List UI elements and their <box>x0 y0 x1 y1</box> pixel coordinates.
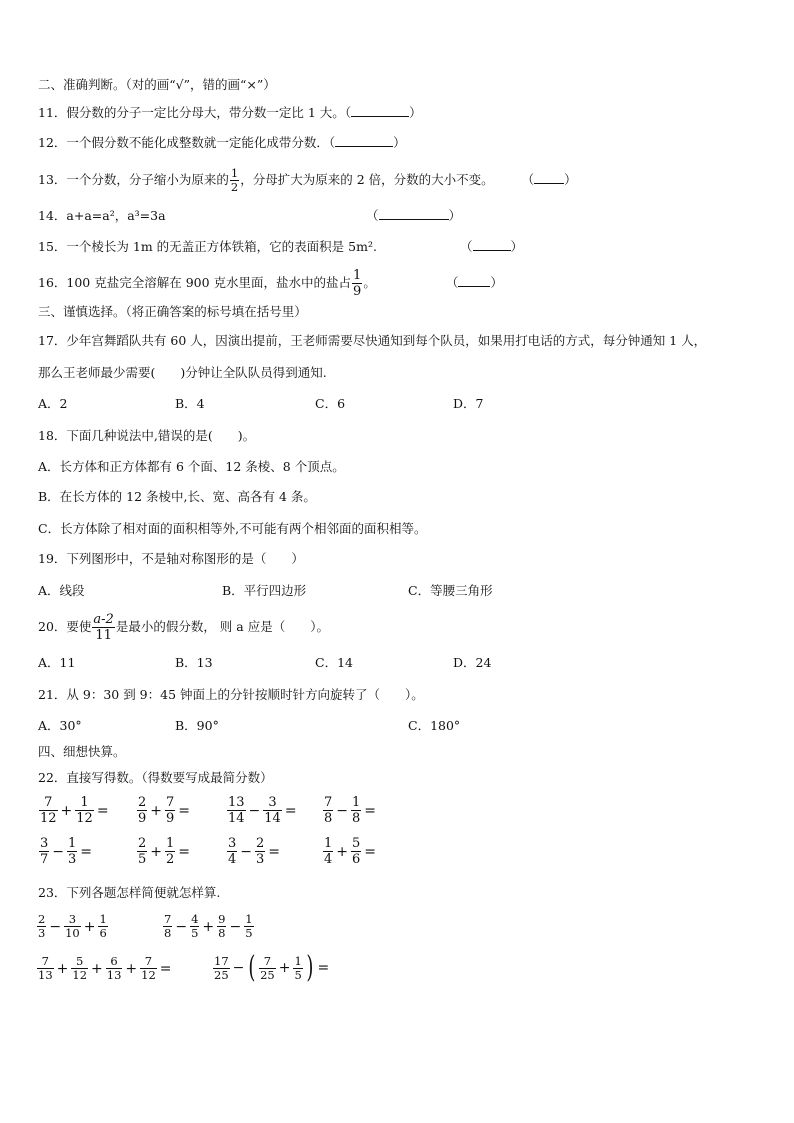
equals-sign: = <box>364 843 377 860</box>
denominator: 10 <box>65 926 80 940</box>
fraction <box>259 955 276 982</box>
operator: − <box>232 960 245 976</box>
denominator: 13 <box>38 968 53 982</box>
equals-sign: = <box>96 802 109 819</box>
fraction <box>227 795 246 826</box>
numerator: 7 <box>263 953 272 968</box>
fraction <box>37 913 46 940</box>
operator: + <box>336 843 349 860</box>
numerator: 1 <box>99 912 107 926</box>
operator: + <box>83 918 96 935</box>
close-parenthesis: ) <box>306 950 314 985</box>
option-19-a[interactable]: A．线段 <box>38 583 85 598</box>
operator: + <box>125 960 138 977</box>
question-14: 14．a+a=a²，a³=3a （ ） <box>38 208 462 223</box>
equals-sign: = <box>159 960 172 977</box>
numerator: 3 <box>228 836 237 851</box>
equals-sign: = <box>178 802 191 819</box>
option-20-d[interactable]: D．24 <box>453 655 492 670</box>
question-20-stem: 20．要使 $\frac{a-2}{11}$ 是最小的假分数， 则 a 应是（ ）。 <box>38 612 329 643</box>
numerator: 1 <box>68 836 77 851</box>
fraction <box>323 836 333 867</box>
denominator: 5 <box>294 967 302 982</box>
option-18-b[interactable]: B．在长方体的 12 条棱中,长、宽、高各有 4 条。 <box>38 489 316 504</box>
numerator: 7 <box>164 912 172 926</box>
expression-23-2 <box>162 913 255 940</box>
fraction <box>106 955 123 982</box>
expression-23-4 <box>212 950 331 985</box>
numerator: 3 <box>40 836 49 851</box>
numerator: 6 <box>110 954 118 968</box>
fraction <box>293 955 302 982</box>
equals-sign: = <box>80 843 93 860</box>
operator: − <box>52 843 65 860</box>
denominator: 9 <box>166 811 175 826</box>
denominator: 2 <box>166 852 175 867</box>
expression-23-3 <box>36 955 174 982</box>
question-17-line-2: 那么王老师最少需要( )分钟让全队队员得到通知. <box>38 365 327 380</box>
denominator: 12 <box>76 811 93 826</box>
denominator: 4 <box>324 852 333 867</box>
fraction <box>323 795 333 826</box>
denominator: 5 <box>191 926 199 940</box>
operator: − <box>175 918 188 935</box>
fraction <box>64 913 81 940</box>
equals-sign: = <box>178 843 191 860</box>
denominator: 25 <box>260 967 275 982</box>
denominator: 25 <box>214 967 229 982</box>
fraction <box>140 955 157 982</box>
numerator: 3 <box>68 912 77 926</box>
numerator: 9 <box>218 912 226 926</box>
equals-sign: = <box>268 843 281 860</box>
denominator: 9 <box>138 811 147 826</box>
numerator: 5 <box>352 836 361 851</box>
operator: + <box>60 802 73 819</box>
calculation-item <box>136 836 192 867</box>
calculation-item <box>136 795 192 826</box>
denominator: 3 <box>68 852 77 867</box>
option-21-c[interactable]: C．180° <box>408 718 461 733</box>
question-22-stem: 22．直接写得数。（得数要写成最简分数） <box>38 770 273 785</box>
operator: − <box>229 918 242 935</box>
operator: − <box>49 918 62 935</box>
question-13: 13．一个分数，分子缩小为原来的 $\frac{1}{2}$ ，分母扩大为原来的 2 倍，分数的大小不变。 （ ） <box>38 166 577 194</box>
answer-blank-14[interactable] <box>379 207 449 220</box>
fraction <box>227 836 237 867</box>
fraction <box>165 836 175 867</box>
question-18-stem: 18．下面几种说法中,错误的是( )。 <box>38 428 256 443</box>
operator: + <box>56 960 69 977</box>
fraction <box>163 913 172 940</box>
numerator: 17 <box>214 953 229 968</box>
denominator: 14 <box>228 811 245 826</box>
open-parenthesis: ( <box>248 950 256 985</box>
calculation-item <box>38 795 111 826</box>
answer-blank-13[interactable] <box>534 171 564 184</box>
section-4-heading: 四、细想快算。 <box>38 744 126 759</box>
fraction <box>244 913 253 940</box>
answer-blank-11[interactable] <box>351 104 409 117</box>
fraction: $\frac{1}{2}$ <box>230 166 239 194</box>
operator: + <box>150 802 163 819</box>
question-16: 16．100 克盐完全溶解在 900 克水里面，盐水中的盐占 $\frac{1}{9}$ 。 （ ） <box>38 268 503 299</box>
section-3-heading: 三、谨慎选择。（将正确答案的标号填在括号里） <box>38 304 307 319</box>
numerator: 5 <box>76 954 84 968</box>
question-12: 12．一个假分数不能化成整数就一定能化成带分数．（ ） <box>38 135 406 150</box>
numerator: 7 <box>324 795 333 810</box>
fraction <box>351 795 361 826</box>
fraction <box>137 795 147 826</box>
numerator: 4 <box>191 912 199 926</box>
option-17-c[interactable]: C．6 <box>315 396 346 411</box>
equals-sign: = <box>284 802 297 819</box>
answer-blank-15[interactable] <box>473 238 511 251</box>
section-2-heading: 二、准确判断。（对的画“√”，错的画“×”） <box>38 77 276 92</box>
question-17-line-1: 17．少年宫舞蹈队共有 60 人，因演出提前，王老师需要尽快通知到每个队员，如果用打电话的方式，每分钟通知 1 人， <box>38 333 707 348</box>
denominator: 8 <box>324 811 333 826</box>
numerator: 7 <box>41 954 49 968</box>
denominator: 4 <box>228 852 237 867</box>
numerator: 1 <box>80 795 89 810</box>
question-15: 15．一个棱长为 1m 的无盖正方体铁箱，它的表面积是 5m². （ ） <box>38 239 524 254</box>
fraction <box>75 795 94 826</box>
operator: − <box>336 802 349 819</box>
option-19-c[interactable]: C．等腰三角形 <box>408 583 493 598</box>
fraction: $\frac{a-2}{11}$ <box>93 612 114 643</box>
numerator: 1 <box>352 795 361 810</box>
denominator: 3 <box>38 926 46 940</box>
operator: − <box>248 802 261 819</box>
question-21-stem: 21．从 9：30 到 9：45 钟面上的分针按顺时针方向旋转了（ ）。 <box>38 687 424 702</box>
option-18-a[interactable]: A．长方体和正方体都有 6 个面、12 条棱、8 个顶点。 <box>38 459 345 474</box>
numerator: 2 <box>138 836 147 851</box>
option-18-c[interactable]: C．长方体除了相对面的面积相等外,不可能有两个相邻面的面积相等。 <box>38 521 427 536</box>
denominator: 8 <box>352 811 361 826</box>
numerator: 1 <box>245 912 253 926</box>
equals-sign: = <box>317 960 330 976</box>
calculation-item <box>226 795 299 826</box>
denominator: 14 <box>264 811 281 826</box>
fraction <box>165 795 175 826</box>
calculation-item <box>226 836 282 867</box>
expression-23-1 <box>36 913 109 940</box>
fraction <box>213 955 230 982</box>
denominator: 13 <box>106 968 122 982</box>
numerator: 7 <box>144 954 153 968</box>
option-21-b[interactable]: B．90° <box>175 718 219 733</box>
option-19-b[interactable]: B．平行四边形 <box>222 583 307 598</box>
question-23-stem: 23．下列各题怎样简便就怎样算. <box>38 885 221 900</box>
option-21-a[interactable]: A．30° <box>38 718 82 733</box>
option-17-d[interactable]: D．7 <box>453 396 484 411</box>
denominator: 12 <box>40 811 57 826</box>
calculation-item <box>322 836 378 867</box>
fraction: $\frac{1}{9}$ <box>353 268 362 299</box>
answer-blank-12[interactable] <box>335 134 393 147</box>
option-17-a[interactable]: A．2 <box>38 396 68 411</box>
option-20-c[interactable]: C．14 <box>315 655 353 670</box>
denominator: 8 <box>218 926 226 940</box>
operator: + <box>278 960 291 976</box>
denominator: 12 <box>72 968 88 982</box>
denominator: 6 <box>99 926 107 940</box>
question-19-stem: 19．下列图形中，不是轴对称图形的是（ ） <box>38 551 304 566</box>
denominator: 7 <box>40 852 49 867</box>
numerator: 1 <box>166 836 175 851</box>
fraction <box>137 836 147 867</box>
numerator: 2 <box>138 795 147 810</box>
numerator: 1 <box>294 953 302 968</box>
operator: + <box>91 960 103 977</box>
numerator: 7 <box>166 795 175 810</box>
equals-sign: = <box>364 802 377 819</box>
numerator: 1 <box>324 836 333 851</box>
fraction <box>255 836 265 867</box>
fraction <box>37 955 54 982</box>
option-17-b[interactable]: B．4 <box>175 396 205 411</box>
denominator: 6 <box>352 852 361 867</box>
fraction <box>217 913 226 940</box>
numerator: 3 <box>268 795 277 810</box>
operator: + <box>202 918 215 935</box>
numerator: 13 <box>228 795 245 810</box>
denominator: 5 <box>245 926 253 940</box>
operator: − <box>240 843 253 860</box>
calculation-item <box>38 836 94 867</box>
fraction <box>67 836 77 867</box>
fraction <box>351 836 361 867</box>
fraction <box>98 913 107 940</box>
numerator: 2 <box>256 836 265 851</box>
fraction <box>190 913 199 940</box>
numerator: 7 <box>44 795 53 810</box>
calculation-item <box>322 795 378 826</box>
denominator: 12 <box>141 968 156 982</box>
fraction <box>39 836 49 867</box>
numerator: 2 <box>38 912 46 926</box>
question-11: 11．假分数的分子一定比分母大，带分数一定比 1 大。（ ） <box>38 105 422 120</box>
fraction <box>39 795 58 826</box>
option-20-b[interactable]: B．13 <box>175 655 213 670</box>
fraction <box>263 795 282 826</box>
denominator: 8 <box>164 926 172 940</box>
fraction <box>71 955 88 982</box>
option-20-a[interactable]: A．11 <box>38 655 76 670</box>
answer-blank-16[interactable] <box>458 274 490 287</box>
denominator: 5 <box>138 852 147 867</box>
denominator: 3 <box>256 852 265 867</box>
operator: + <box>150 843 163 860</box>
